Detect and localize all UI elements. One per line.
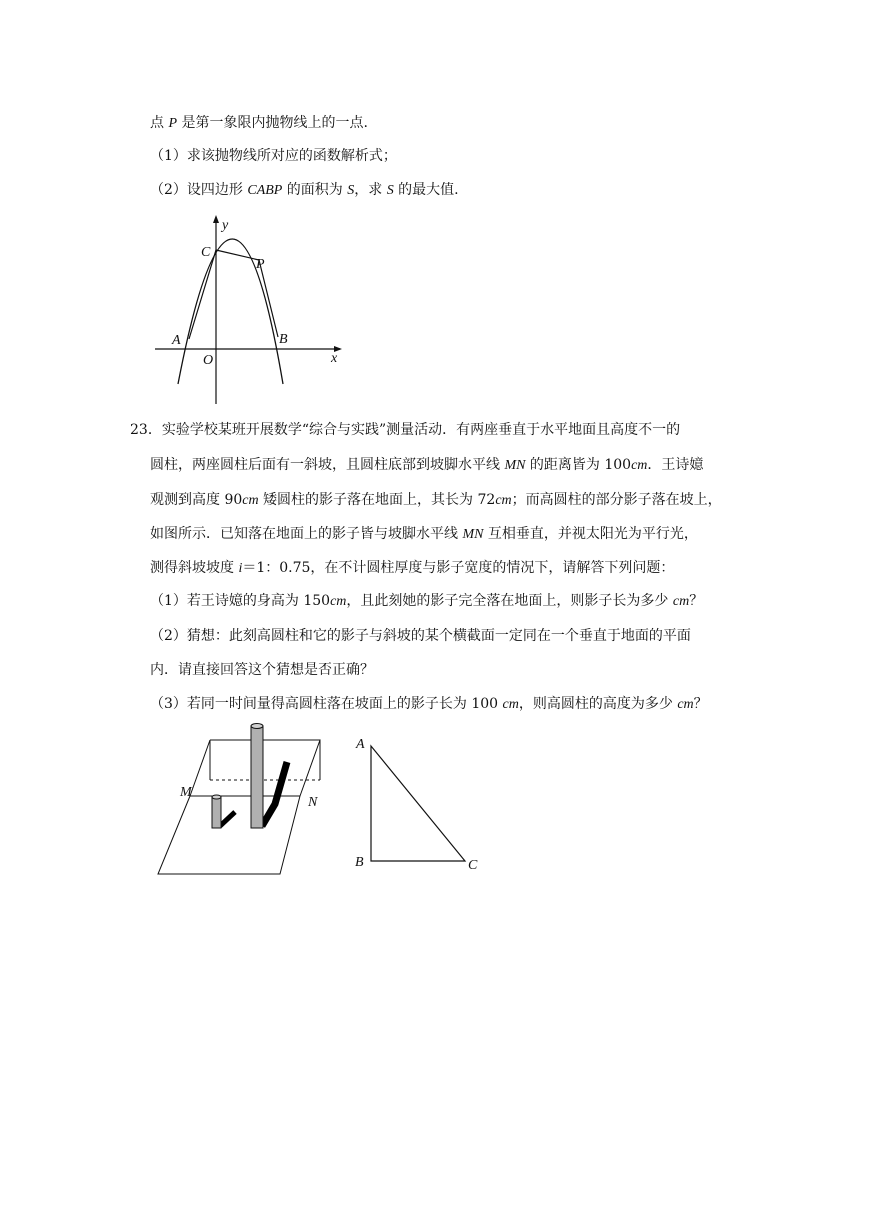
label-m: M <box>180 785 192 800</box>
label-c: C <box>468 858 478 873</box>
label-a: A <box>172 333 181 348</box>
tall-cylinder <box>251 726 263 828</box>
text: 互相垂直，并视太阳光为平行光， <box>483 526 698 542</box>
problem23-line2 <box>150 455 703 476</box>
parabola-curve <box>178 239 283 384</box>
text: 的面积为 <box>282 182 348 198</box>
text: ；而高圆柱的部分影子落在坡上， <box>511 492 722 508</box>
text: 圆柱，两座圆柱后面有一斜坡，且圆柱底部到坡脚水平线 <box>150 457 505 473</box>
label-a: A <box>356 737 365 752</box>
label-y: y <box>222 218 229 233</box>
label-b: B <box>355 855 364 870</box>
text: ，则高圆柱的高度为多少 <box>518 696 678 712</box>
unit-cm: cm <box>242 493 259 508</box>
text: （2）设四边形 <box>150 182 248 198</box>
label-c: C <box>201 245 211 260</box>
var-i: i <box>238 561 243 576</box>
var-mn: MN <box>504 458 526 473</box>
tall-shadow <box>262 762 287 826</box>
text: 是第一象限内抛物线上的一点. <box>177 115 368 131</box>
var-p: P <box>168 116 178 131</box>
slope-top-edge <box>210 740 320 796</box>
text: ＝1：0.75，在不计圆柱厚度与影子宽度的情况下，请解答下列问题： <box>242 560 675 576</box>
unit-cm: cm <box>677 697 694 712</box>
label-p: P <box>256 257 265 272</box>
ground-plane <box>158 796 300 874</box>
text: 矮圆柱的影子落在地面上，其长为 72 <box>258 492 496 508</box>
problem23-line4 <box>150 524 698 545</box>
text: 的最大值. <box>393 182 459 198</box>
unit-cm: cm <box>631 458 648 473</box>
text: ，且此刻她的影子完全落在地面上，则影子长为多少 <box>346 593 673 609</box>
label-x: x <box>331 351 338 366</box>
var-mn: MN <box>462 527 484 542</box>
cylinder-slope-figure <box>150 720 335 882</box>
problem23-line1: 23．实验学校某班开展数学“综合与实践”测量活动．有两座垂直于水平地面且高度不一的 <box>130 422 681 438</box>
text: （1）若王诗嬑的身高为 150 <box>150 593 331 609</box>
unit-cm: cm <box>330 594 347 609</box>
text: 点 <box>150 115 169 131</box>
problem23-q2-line2: 内．请直接回答这个猜想是否正确？ <box>150 662 374 678</box>
var-s: S <box>386 183 394 198</box>
var-s: S <box>347 183 355 198</box>
text: ？ <box>689 593 704 609</box>
text: 的距离皆为 100 <box>525 457 632 473</box>
short-cylinder-top <box>212 795 221 799</box>
problem22-q1: （1）求该抛物线所对应的函数解析式； <box>150 148 397 164</box>
triangle-abc <box>371 746 465 861</box>
short-cylinder <box>212 797 221 828</box>
problem23-line5 <box>150 558 674 579</box>
problem23-q2-line1: （2）猜想：此刻高圆柱和它的影子与斜坡的某个横截面一定同在一个垂直于地面的平面 <box>150 628 691 644</box>
text: ，求 <box>354 182 387 198</box>
text: ？ <box>693 696 708 712</box>
text: 观测到高度 90 <box>150 492 243 508</box>
problem23-q3 <box>150 694 708 715</box>
problem22-intro <box>150 113 368 134</box>
problem23-line3 <box>150 490 722 511</box>
problem23-q1 <box>150 591 703 612</box>
label-o: O <box>203 353 214 368</box>
label-b: B <box>279 332 288 347</box>
text: （3）若同一时间量得高圆柱落在坡面上的影子长为 100 <box>150 696 503 712</box>
y-axis-arrow <box>213 215 219 223</box>
parabola-figure <box>150 212 360 408</box>
unit-cm: cm <box>502 697 519 712</box>
short-shadow <box>220 812 235 826</box>
tall-cylinder-top <box>251 724 263 729</box>
text: 测得斜坡坡度 <box>150 560 239 576</box>
problem22-q2 <box>150 180 459 201</box>
unit-cm: cm <box>495 493 512 508</box>
text: ．王诗嬑 <box>647 457 704 473</box>
unit-cm: cm <box>672 594 690 609</box>
var-cabp: CABP <box>247 183 283 198</box>
triangle-figure <box>350 728 490 876</box>
slope-left-edge <box>190 740 210 796</box>
label-n: N <box>308 795 318 810</box>
text: 如图所示．已知落在地面上的影子皆与坡脚水平线 <box>150 526 463 542</box>
